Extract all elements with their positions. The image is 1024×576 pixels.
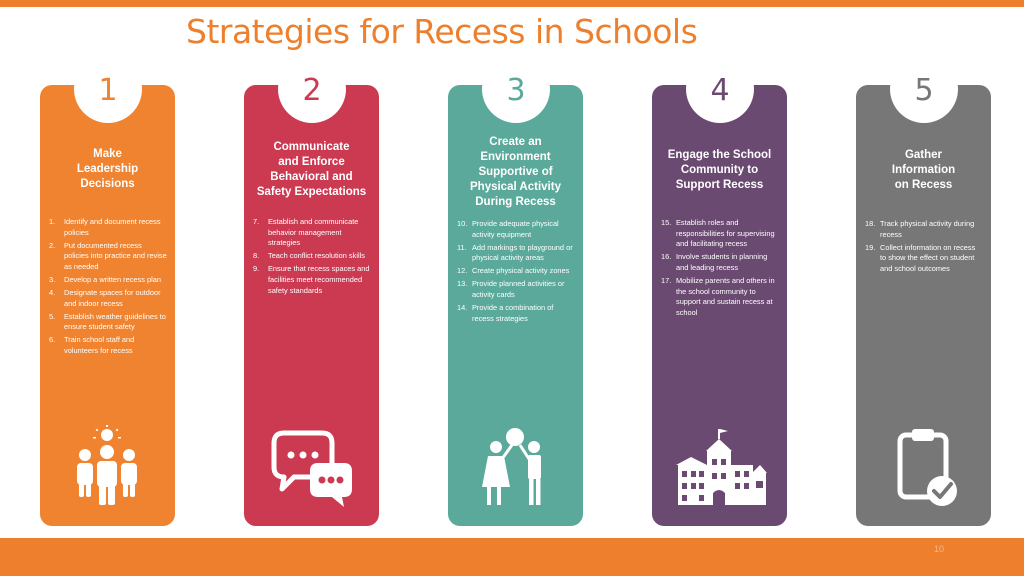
card-heading (864, 148, 983, 193)
item-text: Put documented recess policies into practice and revise as needed (64, 240, 167, 271)
card-number-badge: 4 (686, 55, 754, 123)
list-item (457, 219, 575, 240)
list-item (253, 217, 371, 249)
card-heading-line: Create an (489, 136, 542, 148)
card-heading-line: Community to (680, 164, 759, 176)
item-number: 3. (49, 274, 56, 284)
strategy-card-4 (652, 73, 787, 526)
item-text: Establish weather guidelines to ensure student safety (64, 311, 166, 332)
card-heading-line: Make (93, 148, 122, 160)
item-text: Develop a written recess plan (64, 274, 161, 284)
item-number: 10. (457, 219, 468, 228)
strategy-list (865, 219, 983, 277)
item-number: 1. (49, 217, 56, 226)
item-text: Add markings to playground or physical activity areas (472, 242, 573, 263)
clipboard-check-icon (876, 425, 971, 510)
card-heading-line: Decisions (80, 178, 135, 190)
card-heading-line: on Recess (894, 179, 953, 191)
card-heading-line: Physical Activity (470, 181, 561, 193)
strategy-card-3 (448, 73, 583, 526)
card-heading-line: Engage the School (667, 149, 772, 161)
list-item (253, 264, 371, 296)
card-heading-line: During Recess (475, 196, 556, 208)
item-number: 18. (865, 219, 876, 228)
item-number: 2. (49, 240, 56, 250)
list-item (49, 275, 167, 286)
card-heading-line: Gather (904, 149, 943, 161)
list-item (661, 252, 779, 273)
leadership-people-icon (60, 425, 155, 510)
item-number: 17. (661, 275, 672, 285)
list-item (457, 266, 575, 277)
item-number: 8. (253, 251, 260, 261)
card-heading-line: Environment (480, 151, 551, 163)
item-number: 5. (49, 311, 56, 321)
card-heading-line: Leadership (76, 163, 139, 175)
item-text: Track physical activity during recess (880, 219, 975, 239)
item-number: 14. (457, 303, 468, 313)
card-heading-line: Safety Expectations (256, 186, 367, 198)
item-text: Provide adequate physical activity equipment (472, 219, 559, 239)
item-number: 7. (253, 217, 260, 226)
top-accent-bar (0, 0, 1024, 7)
card-heading-line: and Enforce (278, 156, 345, 168)
item-text: Ensure that recess spaces and facilities meet recommended safety standards (268, 264, 370, 295)
children-playing-ball-icon (468, 425, 563, 510)
item-number: 16. (661, 252, 672, 262)
item-text: Collect information on recess to show the effect on student and school outcomes (880, 242, 976, 273)
list-item (865, 219, 983, 240)
strategy-list (253, 217, 371, 299)
card-heading-line: Behavioral and (270, 171, 353, 183)
page-title: Strategies for Recess in Schools (186, 12, 698, 51)
card-heading (48, 147, 167, 192)
strategy-card-5 (856, 73, 991, 526)
strategy-card-2 (244, 73, 379, 526)
item-number: 12. (457, 266, 468, 276)
card-heading (660, 148, 779, 193)
list-item (49, 241, 167, 273)
item-text: Create physical activity zones (472, 266, 570, 276)
card-heading-line: Information (891, 164, 956, 176)
card-number-badge: 3 (482, 55, 550, 123)
item-number: 4. (49, 288, 56, 298)
list-item (49, 217, 167, 238)
card-heading (456, 135, 575, 210)
item-text: Identify and document recess policies (64, 217, 161, 237)
item-number: 19. (865, 242, 876, 252)
item-number: 15. (661, 218, 672, 227)
list-item (661, 218, 779, 250)
list-item (49, 335, 167, 356)
list-item (865, 243, 983, 275)
card-number-badge: 5 (890, 55, 958, 123)
school-building-icon (672, 425, 767, 510)
list-item (457, 243, 575, 264)
item-text: Establish roles and responsibilities for supervising and facilitating recess (676, 218, 775, 249)
strategy-list (49, 217, 167, 359)
list-item (49, 312, 167, 333)
item-text: Teach conflict resolution skills (268, 251, 365, 261)
list-item (49, 288, 167, 309)
item-number: 13. (457, 279, 468, 289)
item-text: Provide planned activities or activity cards (472, 279, 565, 300)
list-item (253, 251, 371, 262)
item-text: Involve students in planning and leading recess (676, 252, 768, 272)
item-text: Mobilize parents and others in the school community to support and sustain recess at school (676, 275, 775, 317)
card-heading-line: Support Recess (675, 179, 764, 191)
item-number: 11. (457, 242, 467, 252)
item-text: Establish and communicate behavior management strategies (268, 217, 359, 248)
card-number-badge: 1 (74, 55, 142, 123)
strategy-card-1 (40, 73, 175, 526)
slide-number: 10 (933, 544, 944, 554)
item-number: 9. (253, 264, 260, 274)
item-text: Designate spaces for outdoor and indoor recess (64, 288, 161, 308)
item-text: Provide a combination of recess strategies (472, 303, 554, 323)
list-item (457, 279, 575, 300)
list-item (457, 303, 575, 324)
strategy-list (457, 219, 575, 327)
chat-bubbles-icon (264, 425, 359, 510)
card-heading-line: Supportive of (478, 166, 553, 178)
item-text: Train school staff and volunteers for recess (64, 335, 135, 356)
item-number: 6. (49, 335, 56, 345)
bottom-accent-bar (0, 538, 1024, 576)
card-number-badge: 2 (278, 55, 346, 123)
card-heading-line: Communicate (273, 141, 350, 153)
card-heading (252, 140, 371, 200)
strategy-list (661, 218, 779, 321)
list-item (661, 276, 779, 318)
